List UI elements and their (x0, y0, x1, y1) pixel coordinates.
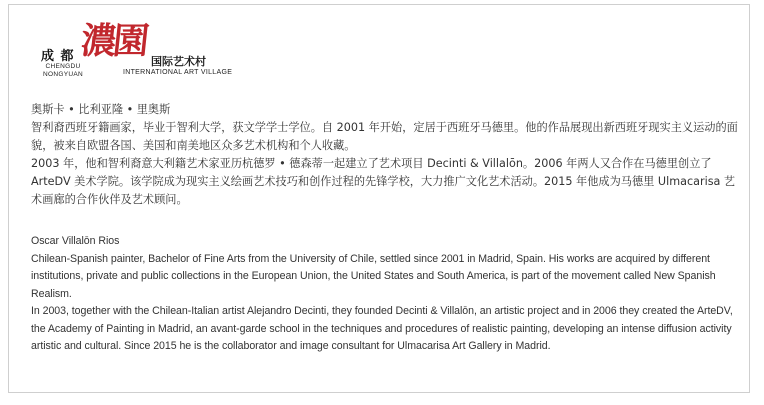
english-bio (31, 233, 741, 356)
bio-paragraph-en: In 2003, together with the Chilean-Italian artist Alejandro Decinti, they founded Decinti & Villalōn, an artistic project and in 2006 they created the ArteDV, the Academy of Painting in Madrid, an avant-garde school in the techniques and procedures of realistic painting, developing an intense diffusion activity artistic and cultural. Since 2015 he is the collaborator and image consultant for Ulmacarisa Art Gallery in Madrid. (31, 305, 733, 352)
logo-mark: 濃園 (78, 20, 148, 62)
document-card (8, 4, 750, 393)
logo-city-cn: 成 都 (41, 49, 75, 64)
logo-city-en: CHENGDU NONGYUAN (43, 63, 83, 78)
bio-paragraph-en: Chilean-Spanish painter, Bachelor of Fine Arts from the University of Chile, settled since 2001 in Madrid, Spain. His works are acquired by different institutions, private and public collections in the European Union, the United States and South America, is part of the movement called New Spanish Realism. (31, 252, 716, 300)
artist-name-en: Oscar Villalōn Rios (31, 235, 120, 247)
chengdu-nongyuan-logo (31, 17, 271, 87)
artist-name-cn: 奥斯卡 • 比利亚隆 • 里奥斯 (31, 103, 171, 116)
logo-village-en: INTERNATIONAL ART VILLAGE (123, 69, 233, 76)
bio-paragraph-cn: 2003 年，他和智利裔意大利籍艺术家亚历杭德罗 • 德森蒂一起建立了艺术项目 Decinti & Villalōn。2006 年两人又合作在马德里创立了 ArteDV 美术学院。该学院成为现实主义绘画艺术技巧和创作过程的先锋学校，大力推广文化艺术活动。2015 年他成为马德里 Ulmacarisa 艺术画廊的合作伙伴及艺术顾问。 (31, 157, 736, 206)
chinese-bio (31, 101, 741, 209)
bio-paragraph-cn: 智利裔西班牙籍画家，毕业于智利大学，获文学学士学位。自 2001 年开始，定居于西班牙马德里。他的作品展现出新西班牙现实主义运动的面貌，被来自欧盟各国、美国和南美地区众多艺术机构和个人收藏。 (31, 121, 738, 152)
logo-village-cn: 国际艺术村 (151, 55, 206, 68)
